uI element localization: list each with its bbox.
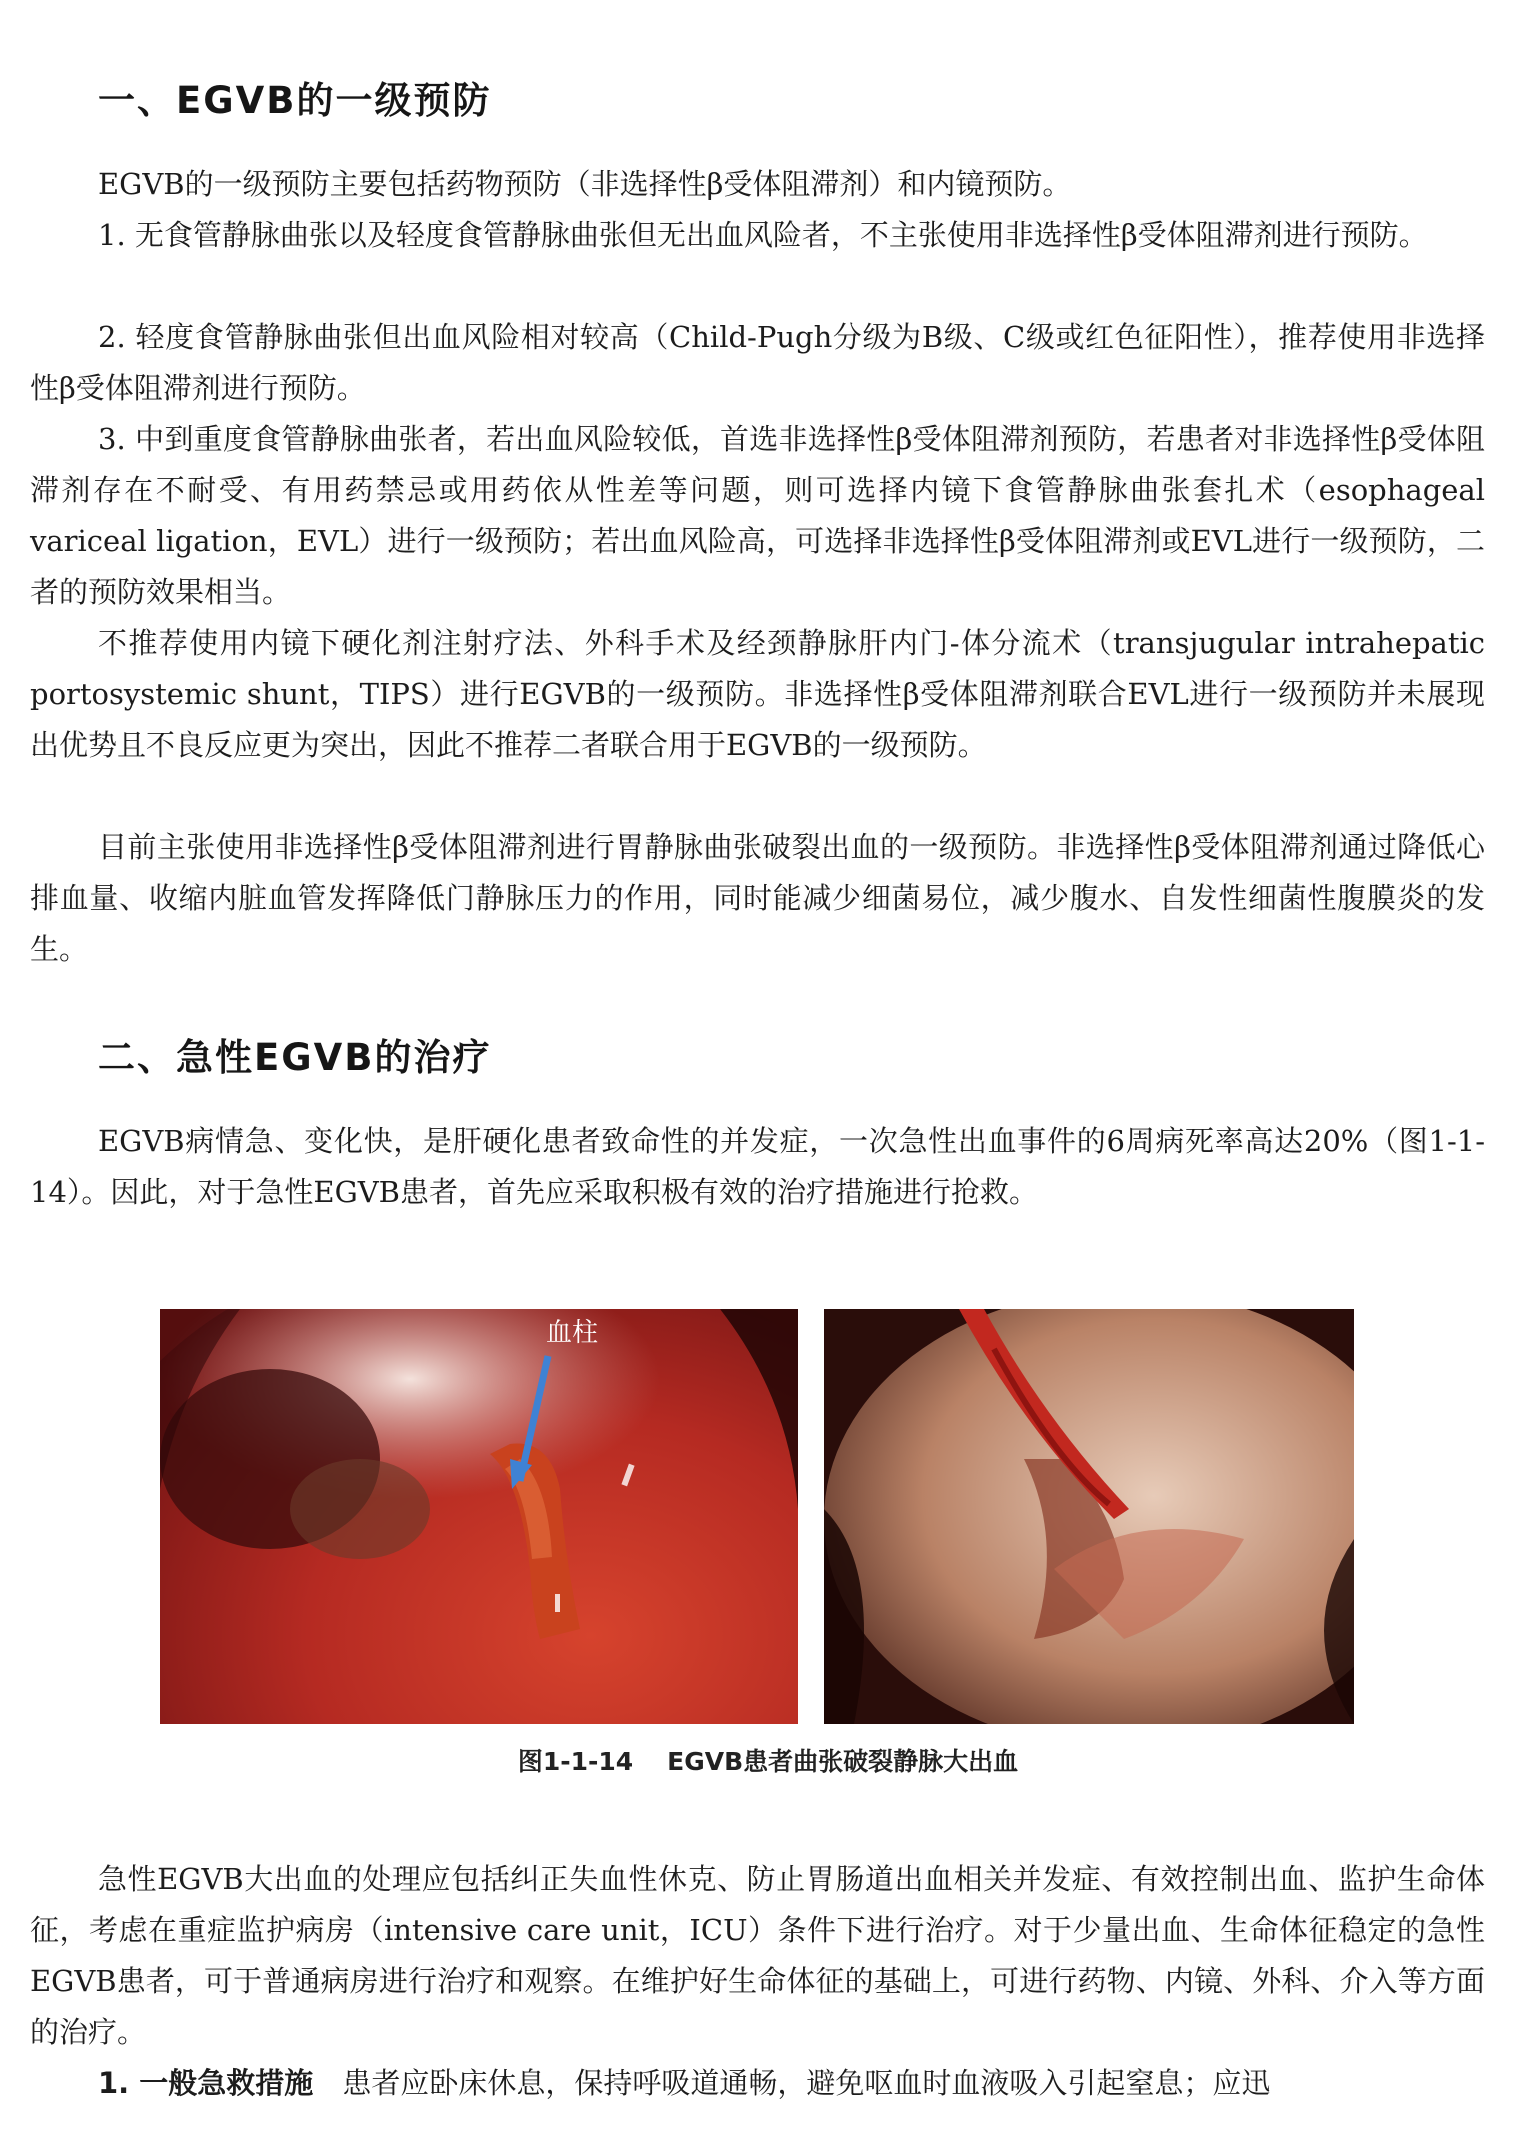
section-heading-acute-treatment: 二、急性EGVB的治疗	[98, 1036, 492, 1079]
figure-number: 图1-1-14	[517, 1747, 634, 1776]
figure-caption-text: EGVB患者曲张破裂静脉大出血	[667, 1747, 1019, 1776]
paragraph: 3. 中到重度食管静脉曲张者，若出血风险较低，首选非选择性β受体阻滞剂预防，若患者对非选择性β受体阻滞剂存在不耐受、有用药禁忌或用药依从性差等问题，则可选择内镜下食管静脉曲张套扎术（esophageal variceal ligation，EVL）进行一级预防；若出血风险高，可选择非选择性β受体阻滞剂或EVL进行一级预防，二者的预防效果相当。	[30, 422, 1485, 609]
paragraph: EGVB病情急、变化快，是肝硬化患者致命性的并发症，一次急性出血事件的6周病死率高达20%（图1-1-14）。因此，对于急性EGVB患者，首先应采取积极有效的治疗措施进行抢救。	[30, 1124, 1485, 1209]
endoscopy-image-left	[160, 1309, 798, 1724]
figure-caption	[0, 1742, 1536, 1778]
item-text: 患者应卧床休息，保持呼吸道通畅，避免呕血时血液吸入引起窒息；应迅	[342, 2066, 1271, 2100]
paragraph-item-1	[30, 2058, 1485, 2109]
paragraph: 2. 轻度食管静脉曲张但出血风险相对较高（Child-Pugh分级为B级、C级或红色征阳性），推荐使用非选择性β受体阻滞剂进行预防。	[30, 320, 1485, 405]
endoscopy-image-right	[824, 1309, 1354, 1724]
blood-column-label: 血柱	[546, 1318, 599, 1348]
paragraph: EGVB的一级预防主要包括药物预防（非选择性β受体阻滞剂）和内镜预防。	[98, 167, 1072, 201]
item-lead: 1. 一般急救措施	[98, 2066, 314, 2100]
paragraph: 目前主张使用非选择性β受体阻滞剂进行胃静脉曲张破裂出血的一级预防。非选择性β受体阻滞剂通过降低心排血量、收缩内脏血管发挥降低门静脉压力的作用，同时能减少细菌易位，减少腹水、自发性细菌性腹膜炎的发生。	[30, 830, 1485, 966]
paragraph: 急性EGVB大出血的处理应包括纠正失血性休克、防止胃肠道出血相关并发症、有效控制出血、监护生命体征，考虑在重症监护病房（intensive care unit，ICU）条件下进行治疗。对于少量出血、生命体征稳定的急性EGVB患者，可于普通病房进行治疗和观察。在维护好生命体征的基础上，可进行药物、内镜、外科、介入等方面的治疗。	[30, 1862, 1485, 2049]
paragraph: 1. 无食管静脉曲张以及轻度食管静脉曲张但无出血风险者，不主张使用非选择性β受体阻滞剂进行预防。	[98, 218, 1428, 252]
section-heading-primary-prevention: 一、EGVB的一级预防	[98, 79, 492, 122]
paragraph: 不推荐使用内镜下硬化剂注射疗法、外科手术及经颈静脉肝内门-体分流术（transjugular intrahepatic portosystemic shunt，TIPS）进行EGVB的一级预防。非选择性β受体阻滞剂联合EVL进行一级预防并未展现出优势且不良反应更为突出，因此不推荐二者联合用于EGVB的一级预防。	[30, 626, 1485, 762]
